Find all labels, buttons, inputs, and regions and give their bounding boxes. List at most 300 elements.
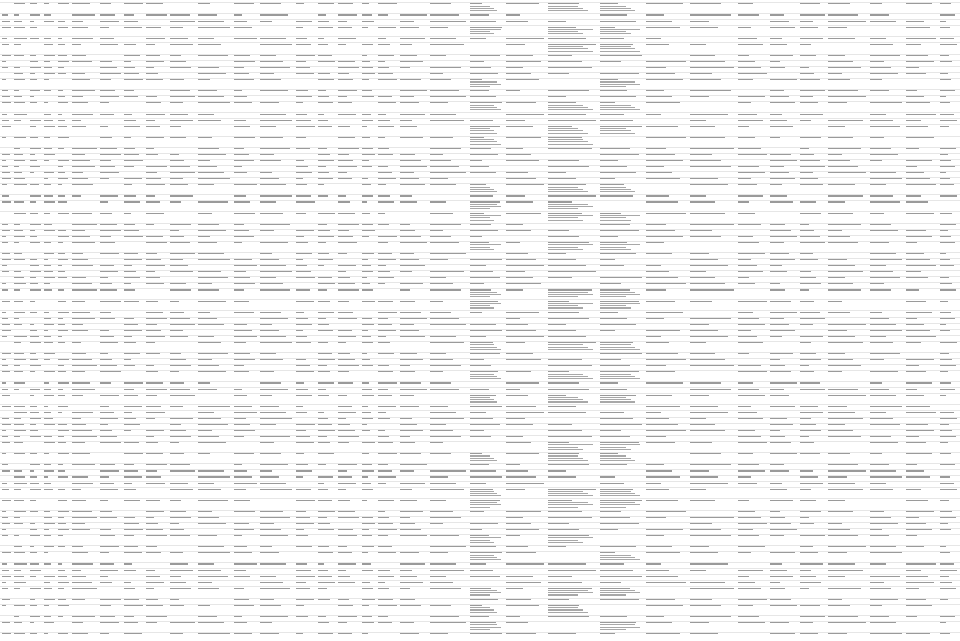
table-row [0, 78, 960, 89]
table-cell [400, 183, 428, 193]
illegible-text-mark [14, 342, 21, 343]
illegible-text-mark [940, 230, 948, 231]
illegible-text-mark [906, 27, 930, 28]
illegible-text-mark [738, 382, 753, 383]
table-cell [800, 277, 826, 282]
illegible-text-mark [338, 500, 350, 501]
illegible-text-mark [800, 500, 816, 501]
table-cell [548, 464, 598, 469]
table-cell [338, 429, 360, 434]
illegible-text-mark [2, 120, 9, 121]
illegible-text-mark [170, 55, 181, 56]
table-cell [738, 14, 768, 19]
illegible-text-mark [906, 90, 917, 91]
illegible-text-mark [940, 44, 957, 45]
illegible-text-mark [906, 330, 930, 331]
table-cell [770, 235, 798, 240]
illegible-text-mark [30, 470, 34, 471]
illegible-text-mark [600, 546, 636, 547]
illegible-text-mark [2, 324, 10, 325]
table-cell [362, 14, 376, 19]
illegible-text-mark [506, 154, 531, 155]
table-cell [600, 482, 644, 487]
table-cell [770, 311, 798, 316]
table-cell [234, 90, 258, 95]
illegible-text-mark [260, 552, 279, 553]
illegible-text-mark [548, 102, 576, 103]
illegible-text-mark [646, 283, 686, 284]
table-cell [296, 43, 316, 53]
table-cell [198, 569, 232, 574]
table-cell [318, 258, 336, 263]
table-cell [198, 510, 232, 515]
illegible-text-mark [646, 511, 686, 512]
table-cell [400, 499, 428, 509]
illegible-text-mark [198, 576, 228, 577]
illegible-text-mark [338, 14, 357, 15]
illegible-text-mark [198, 418, 221, 419]
table-cell [800, 510, 826, 515]
illegible-text-mark [58, 336, 62, 337]
table-cell [72, 587, 98, 597]
illegible-text-mark [690, 14, 731, 15]
illegible-text-mark [378, 430, 385, 431]
table-cell [690, 499, 736, 509]
illegible-text-mark [146, 529, 163, 530]
illegible-text-mark [770, 27, 795, 28]
table-cell [338, 43, 360, 53]
illegible-text-mark [800, 236, 820, 237]
table-cell [828, 235, 868, 240]
illegible-text-mark [260, 277, 276, 278]
illegible-text-mark [44, 582, 50, 583]
table-cell [170, 136, 196, 146]
illegible-text-mark [124, 546, 138, 547]
table-cell [296, 516, 316, 521]
table-cell [548, 183, 598, 193]
illegible-text-mark [234, 67, 244, 68]
table-cell [318, 435, 336, 440]
table-cell [146, 341, 168, 351]
table-cell [738, 3, 768, 13]
table-cell [870, 277, 904, 282]
illegible-text-mark [2, 21, 10, 22]
table-cell [260, 575, 294, 580]
table-cell [600, 26, 644, 36]
illegible-text-mark [124, 271, 136, 272]
table-cell [800, 147, 826, 152]
illegible-text-mark [738, 102, 751, 103]
illegible-text-mark [646, 436, 666, 437]
table-cell [234, 522, 258, 527]
illegible-text-mark [470, 109, 501, 110]
table-cell [600, 223, 644, 228]
table-cell [940, 241, 958, 251]
illegible-text-mark [170, 395, 195, 396]
illegible-text-mark [378, 55, 394, 56]
table-cell [828, 352, 868, 357]
illegible-text-mark [800, 353, 816, 354]
table-cell [2, 335, 12, 340]
illegible-text-mark [506, 563, 544, 564]
table-cell [170, 388, 196, 393]
table-cell [906, 270, 938, 275]
table-cell [828, 125, 868, 135]
table-cell [378, 545, 398, 550]
illegible-text-mark [800, 283, 821, 284]
illegible-text-mark [600, 195, 633, 196]
table-cell [2, 223, 12, 228]
table-cell [124, 201, 144, 211]
table-cell [770, 551, 798, 561]
table-cell [870, 90, 904, 95]
table-cell [30, 488, 42, 498]
table-cell [770, 575, 798, 580]
illegible-text-mark [548, 342, 596, 343]
table-cell [770, 289, 798, 299]
illegible-text-mark [470, 511, 484, 512]
table-cell [906, 235, 938, 240]
table-cell [362, 405, 376, 410]
table-cell [738, 329, 768, 334]
illegible-text-mark [338, 535, 357, 536]
table-cell [234, 37, 258, 42]
illegible-text-mark [146, 395, 157, 396]
illegible-text-mark [506, 271, 525, 272]
illegible-text-mark [940, 588, 956, 589]
table-cell [400, 300, 428, 310]
illegible-text-mark [198, 546, 224, 547]
table-cell [72, 235, 98, 240]
table-cell [72, 289, 98, 299]
table-cell [506, 195, 546, 200]
illegible-text-mark [124, 582, 131, 583]
table-cell [828, 371, 868, 381]
table-cell [600, 569, 644, 574]
illegible-text-mark [770, 44, 787, 45]
illegible-text-mark [100, 511, 112, 512]
table-cell [234, 26, 258, 36]
illegible-text-mark [940, 102, 950, 103]
illegible-text-mark [600, 318, 627, 319]
table-cell [646, 270, 688, 275]
illegible-text-mark [548, 546, 566, 547]
table-cell [600, 125, 644, 135]
table-cell [600, 159, 644, 164]
table-cell [234, 499, 258, 509]
illegible-text-mark [646, 546, 672, 547]
illegible-text-mark [646, 529, 683, 530]
illegible-text-mark [470, 559, 501, 560]
illegible-text-mark [800, 535, 825, 536]
illegible-text-mark [2, 230, 10, 231]
illegible-text-mark [548, 444, 593, 445]
table-cell [362, 289, 376, 299]
illegible-text-mark [940, 330, 950, 331]
illegible-text-mark [600, 552, 615, 553]
table-cell [940, 14, 958, 19]
table-cell [72, 352, 98, 357]
table-cell [296, 435, 316, 440]
illegible-text-mark [100, 483, 114, 484]
illegible-text-mark [58, 55, 67, 56]
table-cell [906, 277, 938, 282]
illegible-text-mark [548, 529, 579, 530]
illegible-text-mark [906, 277, 928, 278]
table-cell [72, 113, 98, 118]
table-cell [870, 323, 904, 328]
table-cell [548, 300, 598, 310]
table-cell [940, 329, 958, 334]
table-cell [14, 241, 28, 251]
illegible-text-mark [234, 102, 252, 103]
illegible-text-mark [378, 265, 386, 266]
table-cell [400, 464, 428, 469]
table-cell [646, 60, 688, 65]
illegible-text-mark [690, 476, 718, 477]
illegible-text-mark [430, 102, 448, 103]
illegible-text-mark [170, 79, 184, 80]
illegible-text-mark [44, 289, 52, 290]
illegible-text-mark [72, 523, 85, 524]
illegible-text-mark [318, 114, 324, 115]
table-cell [198, 235, 232, 240]
table-cell [378, 371, 398, 381]
table-cell [400, 394, 428, 404]
table-cell [470, 223, 504, 228]
illegible-text-mark [338, 195, 346, 196]
table-cell [338, 20, 360, 25]
illegible-text-mark [646, 442, 675, 443]
illegible-text-mark [146, 570, 155, 571]
illegible-text-mark [738, 412, 757, 413]
illegible-text-mark [170, 582, 186, 583]
table-cell [296, 54, 316, 59]
table-cell [770, 534, 798, 544]
table-cell [124, 223, 144, 228]
table-cell [260, 136, 294, 146]
illegible-text-mark [400, 365, 410, 366]
table-cell [600, 581, 644, 586]
table-cell [198, 423, 232, 428]
table-cell [296, 60, 316, 65]
table-cell [72, 102, 98, 112]
illegible-text-mark [14, 242, 19, 243]
table-cell [506, 522, 546, 527]
table-cell [548, 411, 598, 416]
table-cell [30, 575, 42, 580]
illegible-text-mark [738, 184, 757, 185]
table-cell [470, 587, 504, 597]
illegible-text-mark [260, 535, 288, 536]
table-cell [14, 452, 28, 462]
illegible-text-mark [362, 79, 369, 80]
table-cell [940, 171, 958, 176]
illegible-text-mark [146, 365, 154, 366]
table-cell [548, 212, 598, 222]
illegible-text-mark [44, 224, 52, 225]
table-cell [318, 241, 336, 251]
illegible-text-mark [44, 172, 54, 173]
illegible-text-mark [646, 330, 680, 331]
illegible-text-mark [318, 546, 329, 547]
table-cell [100, 569, 122, 574]
illegible-text-mark [100, 546, 119, 547]
illegible-text-mark [100, 67, 117, 68]
illegible-text-mark [72, 353, 86, 354]
table-cell [146, 171, 168, 176]
table-cell [870, 411, 904, 416]
table-cell [870, 241, 904, 251]
table-cell [430, 277, 468, 282]
illegible-text-mark [600, 84, 640, 85]
table-cell [44, 371, 56, 381]
table-cell [260, 323, 294, 328]
table-cell [800, 183, 826, 193]
illegible-text-mark [690, 342, 706, 343]
illegible-text-mark [318, 195, 328, 196]
illegible-text-mark [72, 38, 93, 39]
table-cell [506, 277, 546, 282]
table-cell [362, 341, 376, 351]
illegible-text-mark [318, 318, 326, 319]
table-cell [338, 423, 360, 428]
illegible-text-mark [100, 289, 117, 290]
table-cell [318, 43, 336, 53]
illegible-text-mark [124, 236, 143, 237]
illegible-text-mark [400, 178, 419, 179]
illegible-text-mark [548, 389, 589, 390]
illegible-text-mark [338, 330, 352, 331]
table-cell [600, 441, 644, 451]
illegible-text-mark [690, 213, 725, 214]
illegible-text-mark [58, 277, 67, 278]
table-cell [470, 352, 504, 357]
table-cell [548, 581, 598, 586]
table-cell [470, 329, 504, 334]
table-cell [296, 147, 316, 152]
table-cell [430, 201, 468, 211]
illegible-text-mark [600, 292, 635, 293]
illegible-text-mark [738, 353, 749, 354]
illegible-text-mark [260, 563, 286, 564]
table-cell [198, 470, 232, 475]
illegible-text-mark [30, 353, 36, 354]
illegible-text-mark [14, 353, 24, 354]
illegible-text-mark [470, 265, 486, 266]
illegible-text-mark [600, 588, 630, 589]
illegible-text-mark [506, 312, 539, 313]
table-cell [2, 171, 12, 176]
table-cell [906, 147, 938, 152]
illegible-text-mark [100, 14, 115, 15]
illegible-text-mark [30, 73, 35, 74]
table-cell [2, 435, 12, 440]
table-cell [770, 371, 798, 381]
illegible-text-mark [170, 160, 184, 161]
illegible-text-mark [72, 55, 86, 56]
table-cell [198, 119, 232, 124]
illegible-text-mark [600, 590, 635, 591]
table-cell [30, 277, 42, 282]
illegible-text-mark [870, 389, 889, 390]
illegible-text-mark [506, 406, 536, 407]
table-cell [260, 423, 294, 428]
table-cell [378, 464, 398, 469]
illegible-text-mark [318, 44, 328, 45]
table-cell [400, 223, 428, 228]
illegible-text-mark [14, 563, 27, 564]
table-cell [506, 136, 546, 146]
illegible-text-mark [470, 401, 497, 402]
illegible-text-mark [870, 371, 898, 372]
illegible-text-mark [548, 292, 588, 293]
illegible-text-mark [318, 436, 327, 437]
table-cell [738, 335, 768, 340]
table-cell [738, 96, 768, 101]
illegible-text-mark [548, 144, 593, 145]
illegible-text-mark [870, 464, 889, 465]
table-cell [338, 283, 360, 288]
illegible-text-mark [906, 395, 924, 396]
illegible-text-mark [548, 236, 579, 237]
illegible-text-mark [2, 27, 11, 28]
table-cell [2, 534, 12, 544]
table-cell [124, 545, 144, 550]
illegible-text-mark [2, 500, 11, 501]
table-cell [146, 352, 168, 357]
table-cell [600, 102, 644, 112]
table-cell [906, 311, 938, 316]
table-cell [646, 159, 688, 164]
table-cell [338, 177, 360, 182]
table-cell [234, 20, 258, 25]
illegible-text-mark [296, 271, 311, 272]
illegible-text-mark [770, 359, 780, 360]
illegible-text-mark [378, 324, 392, 325]
table-cell [506, 528, 546, 533]
illegible-text-mark [906, 160, 932, 161]
illegible-text-mark [470, 21, 496, 22]
illegible-text-mark [870, 588, 891, 589]
illegible-text-mark [260, 336, 286, 337]
table-cell [828, 528, 868, 533]
table-cell [770, 66, 798, 71]
illegible-text-mark [506, 395, 528, 396]
table-cell [940, 417, 958, 422]
illegible-text-mark [506, 44, 525, 45]
illegible-text-mark [430, 342, 464, 343]
table-cell [940, 102, 958, 112]
table-cell [828, 482, 868, 487]
table-cell [146, 258, 168, 263]
illegible-text-mark [14, 442, 23, 443]
table-cell [146, 335, 168, 340]
table-cell [738, 429, 768, 434]
illegible-text-mark [100, 464, 115, 465]
table-cell [198, 96, 232, 101]
table-cell [58, 528, 70, 533]
illegible-text-mark [430, 184, 456, 185]
table-cell [338, 300, 360, 310]
illegible-text-mark [940, 160, 951, 161]
illegible-text-mark [506, 436, 523, 437]
table-cell [470, 270, 504, 275]
table-cell [58, 335, 70, 340]
table-cell [906, 20, 938, 25]
table-cell [690, 534, 736, 544]
illegible-text-mark [362, 418, 373, 419]
